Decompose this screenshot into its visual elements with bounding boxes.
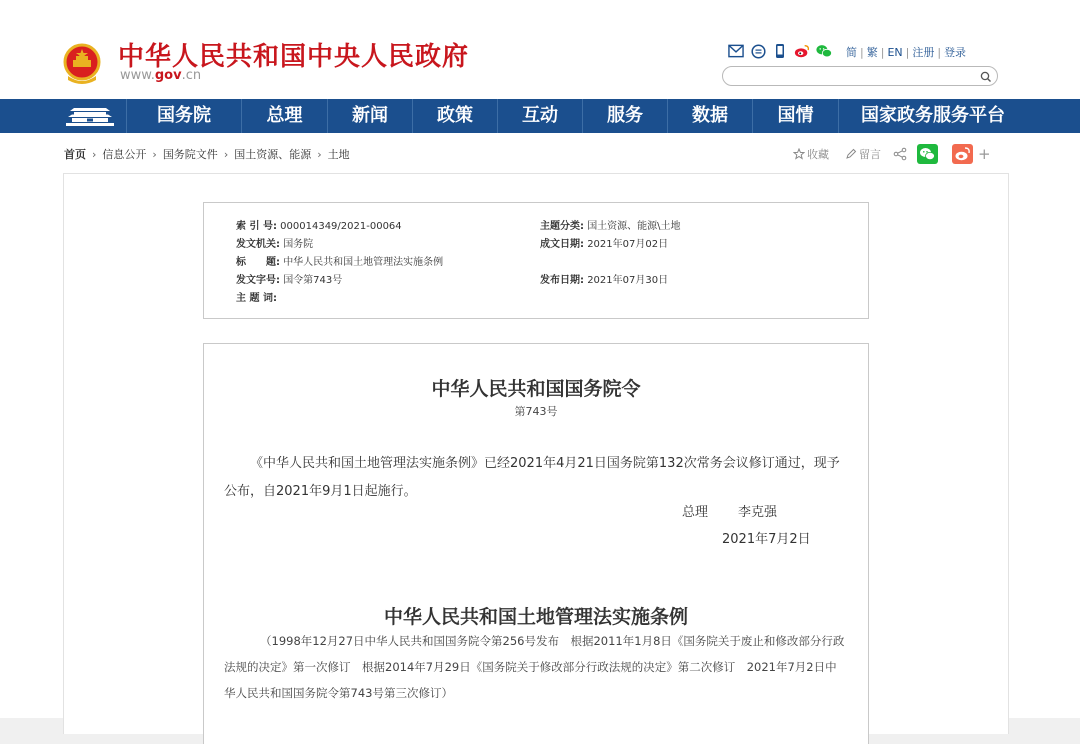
breadcrumb-home[interactable]: 首页 [64, 148, 86, 161]
meta-docno [236, 271, 342, 286]
meta-docno-value: 国令第743号 [283, 275, 343, 286]
nav-item-news[interactable]: 新闻 [352, 105, 388, 126]
share-button[interactable] [893, 147, 907, 161]
search-icon[interactable] [979, 69, 993, 83]
meta-published-label: 发布日期: [540, 275, 584, 286]
meta-category-value: 国土资源、能源\土地 [587, 221, 681, 232]
wechat-share-icon [917, 144, 938, 164]
breadcrumb-land-energy[interactable]: 国土资源、能源 [234, 148, 312, 161]
share-weibo-button[interactable] [952, 144, 973, 164]
top-links: 简 | 繁 | EN | 注册 | 登录 [846, 46, 967, 59]
nav-item-premier[interactable]: 总理 [266, 105, 303, 126]
meta-issuer-label: 发文机关: [236, 239, 280, 250]
star-icon [793, 148, 805, 160]
regulation-title: 中华人民共和国土地管理法实施条例 [383, 606, 688, 628]
url-suffix: .cn [181, 68, 202, 83]
nav-item-interaction[interactable]: 互动 [522, 105, 558, 126]
meta-index-value: 000014349/2021-00064 [280, 221, 402, 232]
decree-number: 第743号 [514, 405, 558, 418]
meta-keywords-label: 主 题 词: [236, 293, 277, 304]
favorite-label: 收藏 [807, 148, 829, 161]
decree-paragraph: 《中华人民共和国土地管理法实施条例》已经2021年4月21日国务院第132次常务会议修订通过，现予公布，自2021年9月1日起施行。 [224, 456, 840, 499]
meta-title-label: 标 题: [236, 257, 280, 268]
link-simplified[interactable]: 简 [846, 46, 857, 59]
share-wechat-button[interactable] [917, 144, 938, 164]
comment-button[interactable] [845, 146, 881, 162]
mail-icon[interactable] [728, 43, 744, 59]
nav-item-policy[interactable]: 政策 [437, 105, 473, 126]
meta-published-value: 2021年07月30日 [587, 275, 669, 286]
meta-written-value: 2021年07月02日 [587, 239, 669, 250]
link-register[interactable]: 注册 [912, 46, 935, 59]
meta-docno-label: 发文字号: [236, 275, 280, 286]
breadcrumb-state-council-docs[interactable]: 国务院文件 [162, 148, 218, 161]
nav-item-state-council[interactable]: 国务院 [157, 105, 211, 126]
search-box [722, 66, 998, 86]
meta-keywords [236, 289, 277, 304]
nav-item-national-info[interactable]: 国情 [777, 105, 814, 126]
breadcrumb-info-disclosure[interactable]: 信息公开 [102, 148, 147, 161]
meta-index [236, 217, 402, 232]
signer-role: 总理 [682, 505, 709, 520]
main-nav [0, 99, 1080, 133]
meta-issuer-value: 国务院 [283, 239, 314, 250]
nav-item-data[interactable]: 数据 [692, 105, 728, 126]
site-title[interactable]: 中华人民共和国中央人民政府 [118, 42, 470, 72]
link-traditional[interactable]: 繁 [866, 46, 878, 59]
signature [682, 501, 777, 520]
meta-category [540, 217, 681, 232]
meta-index-label: 索 引 号: [236, 221, 277, 232]
comment-label: 留言 [859, 148, 881, 161]
signer-name: 李克强 [738, 505, 778, 520]
weibo-icon[interactable] [794, 43, 810, 59]
document-body [203, 343, 869, 744]
url-domain: gov [154, 68, 182, 83]
document-metadata-table [203, 202, 869, 319]
meta-written-date [540, 235, 668, 250]
meta-category-label: 主题分类: [540, 221, 584, 232]
pencil-icon [845, 148, 857, 160]
meta-title [236, 253, 443, 268]
share-icon [893, 147, 907, 161]
breadcrumb-land[interactable]: 土地 [327, 148, 350, 161]
meta-issuer [236, 235, 313, 250]
chat-icon[interactable] [750, 43, 766, 59]
breadcrumb-separator: › [317, 148, 322, 161]
breadcrumb-separator: › [223, 148, 229, 161]
wechat-icon[interactable] [816, 43, 832, 59]
breadcrumb [64, 146, 350, 162]
decree-title: 中华人民共和国国务院令 [431, 378, 641, 400]
meta-title-value: 中华人民共和国土地管理法实施条例 [283, 257, 444, 268]
mobile-icon[interactable] [772, 43, 788, 59]
breadcrumb-separator: › [92, 148, 97, 161]
nav-item-services[interactable]: 服务 [607, 105, 643, 126]
top-icon-bar [728, 42, 832, 60]
link-login[interactable]: 登录 [944, 46, 967, 59]
weibo-share-icon [952, 144, 973, 164]
regulation-history-note: （1998年12月27日中华人民共和国国务院令第256号发布 根据2011年1月8日《国务院关于废止和修改部分行政法规的决定》第一次修订 根据2014年7月29日《国务院关于修改部分行政法规的决定》第二次修订 2021年7月2日中华人民共和国国务院令第743号第三次修订） [224, 634, 845, 700]
article-tools [793, 144, 991, 164]
meta-written-label: 成文日期: [540, 239, 584, 250]
nav-item-service-platform[interactable]: 国家政务服务平台 [861, 105, 1005, 126]
national-emblem-icon[interactable] [62, 42, 102, 86]
site-url[interactable] [120, 68, 201, 83]
link-english[interactable]: EN [887, 46, 903, 59]
meta-published-date [540, 271, 668, 286]
more-share-button[interactable]: + [978, 145, 991, 163]
breadcrumb-separator: › [152, 148, 157, 161]
url-prefix: www. [120, 68, 155, 83]
favorite-button[interactable] [793, 146, 829, 162]
sign-date: 2021年7月2日 [722, 532, 811, 547]
search-input[interactable] [733, 71, 973, 87]
tiananmen-home-icon[interactable] [62, 103, 118, 129]
